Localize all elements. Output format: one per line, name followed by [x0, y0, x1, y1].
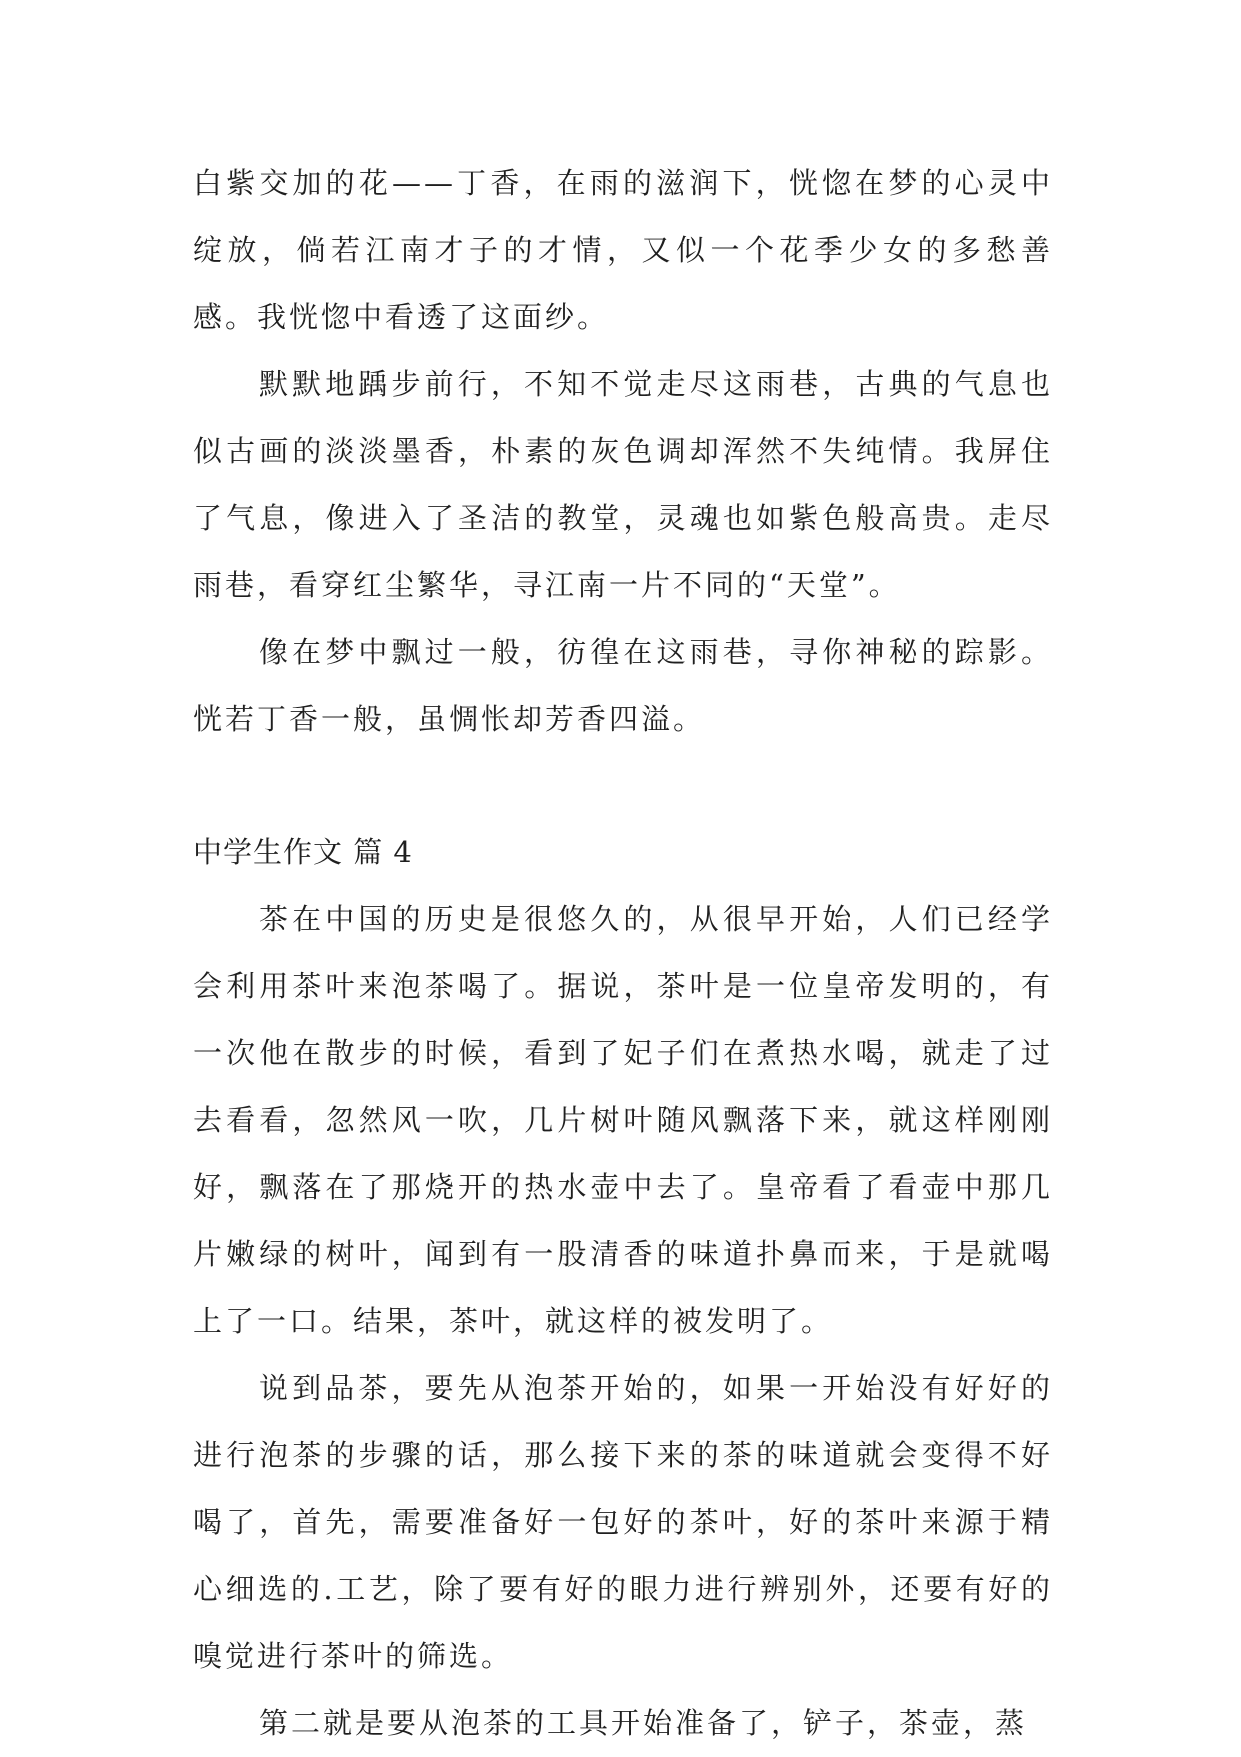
paragraph: 白紫交加的花——丁香，在雨的滋润下，恍惚在梦的心灵中绽放，倘若江南才子的才情，又似一个花季少女的多愁善感。我恍惚中看透了这面纱。: [193, 166, 1053, 334]
paragraph: 默默地踽步前行，不知不觉走尽这雨巷，古典的气息也似古画的淡淡墨香，朴素的灰色调却浑然不失纯情。我屏住了气息，像进入了圣洁的教堂，灵魂也如紫色般高贵。走尽雨巷，看穿红尘繁华，寻江南一片不同的“天堂”。: [193, 367, 1053, 602]
document-body: [193, 150, 1053, 1757]
paragraph: 说到品茶，要先从泡茶开始的，如果一开始没有好好的进行泡茶的步骤的话，那么接下来的茶的味道就会变得不好喝了，首先，需要准备好一包好的茶叶，好的茶叶来源于精心细选的.工艺，除了要有好的眼力进行辨别外，还要有好的嗅觉进行茶叶的筛选。: [193, 1371, 1053, 1673]
section-heading: 中学生作文 篇 4: [193, 835, 413, 869]
paragraph: 像在梦中飘过一般，彷徨在这雨巷，寻你神秘的踪影。恍若丁香一般，虽惆怅却芳香四溢。: [193, 635, 1053, 736]
paragraph: 茶在中国的历史是很悠久的，从很早开始，人们已经学会利用茶叶来泡茶喝了。据说，茶叶是一位皇帝发明的，有一次他在散步的时候，看到了妃子们在煮热水喝，就走了过去看看，忽然风一吹，几片树叶随风飘落下来，就这样刚刚好，飘落在了那烧开的热水壶中去了。皇帝看了看壶中那几片嫩绿的树叶，闻到有一股清香的味道扑鼻而来，于是就喝上了一口。结果，茶叶，就这样的被发明了。: [193, 902, 1053, 1338]
paragraph: 第二就是要从泡茶的工具开始准备了，铲子，茶壶，蒸: [259, 1706, 1028, 1740]
